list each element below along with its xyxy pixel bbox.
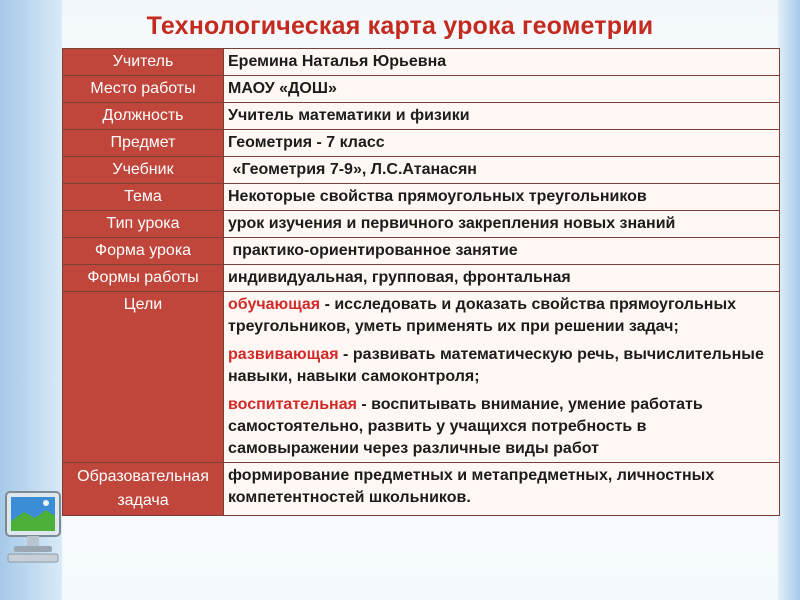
- row-value: Геометрия - 7 класс: [224, 130, 780, 157]
- row-label: Тема: [63, 184, 224, 211]
- row-value: «Геометрия 7-9», Л.С.Атанасян: [224, 157, 780, 184]
- goal-text: - воспитывать внимание, умение работать самостоятельно, развить у учащихся потребность в самовыражении через различные виды работ: [228, 396, 703, 457]
- computer-monitor-icon: [2, 488, 64, 566]
- goal-kind: воспитательная: [228, 396, 357, 413]
- row-label: Тип урока: [63, 211, 224, 238]
- table-row-educational-task: [63, 463, 780, 516]
- row-value: урок изучения и первичного закрепления новых знаний: [224, 211, 780, 238]
- table-row-goals: [63, 292, 780, 463]
- goal-text: - развивать математическую речь, вычислительные навыки, навыки самоконтроля;: [228, 346, 764, 385]
- row-value: индивидуальная, групповая, фронтальная: [224, 265, 780, 292]
- slide-title: Технологическая карта урока геометрии: [146, 12, 654, 40]
- row-label: Цели: [63, 292, 224, 463]
- row-label: Место работы: [63, 76, 224, 103]
- row-value: Еремина Наталья Юрьевна: [224, 49, 780, 76]
- row-label: Учебник: [63, 157, 224, 184]
- row-value: МАОУ «ДОШ»: [224, 76, 780, 103]
- row-value: Некоторые свойства прямоугольных треугольников: [224, 184, 780, 211]
- row-label: Форма урока: [63, 238, 224, 265]
- row-label: Образовательная задача: [63, 463, 224, 516]
- goal-item: [228, 394, 775, 460]
- goal-text: - исследовать и доказать свойства прямоугольных треугольников, уметь применять их при решении задач;: [228, 296, 737, 335]
- row-value: формирование предметных и метапредметных, личностных компетентностей школьников.: [224, 463, 780, 516]
- row-label: Учитель: [63, 49, 224, 76]
- table-row-position: [63, 103, 780, 130]
- table-row-subject: [63, 130, 780, 157]
- table-row-teacher: [63, 49, 780, 76]
- row-label: Предмет: [63, 130, 224, 157]
- table-row-workplace: [63, 76, 780, 103]
- row-value: практико-ориентированное занятие: [224, 238, 780, 265]
- row-label: Должность: [63, 103, 224, 130]
- row-label: Формы работы: [63, 265, 224, 292]
- table-row-topic: [63, 184, 780, 211]
- table-row-work-forms: [63, 265, 780, 292]
- row-value: Учитель математики и физики: [224, 103, 780, 130]
- goal-kind: развивающая: [228, 346, 339, 363]
- goal-item: [228, 294, 775, 338]
- table-row-lesson-type: [63, 211, 780, 238]
- slide-right-border: [778, 0, 800, 600]
- table-row-lesson-form: [63, 238, 780, 265]
- table-row-textbook: [63, 157, 780, 184]
- goal-item: [228, 344, 775, 388]
- lesson-card-table: [62, 48, 780, 516]
- goals-cell: [224, 292, 780, 463]
- goal-kind: обучающая: [228, 296, 321, 313]
